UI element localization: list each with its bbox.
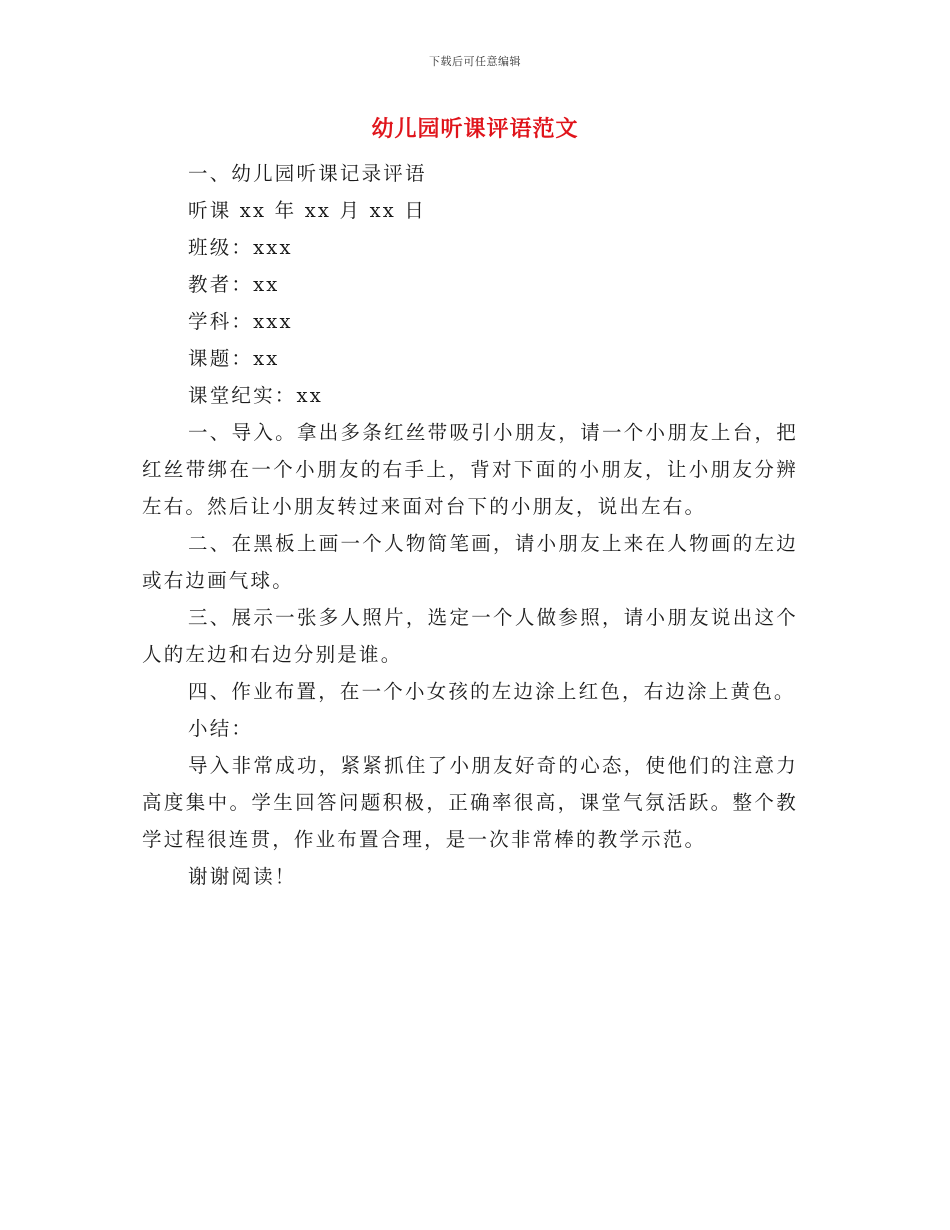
date-line: 听课 xx 年 xx 月 xx 日	[188, 199, 427, 222]
step-2-paragraph: 二、在黑板上画一个人物简笔画，请小朋友上来在人物画的左边或右边画气球。	[142, 532, 798, 592]
document-body	[142, 155, 798, 895]
summary-paragraph: 导入非常成功，紧紧抓住了小朋友好奇的心态，使他们的注意力高度集中。学生回答问题积极，正确率很高，课堂气氛活跃。整个教学过程很连贯，作业布置合理，是一次非常棒的教学示范。	[142, 754, 798, 851]
document-title: 幼儿园听课评语范文	[371, 116, 579, 142]
summary-label: 小结：	[188, 717, 254, 740]
section-heading: 一、幼儿园听课记录评语	[188, 162, 427, 185]
subject-line: 学科：xxx	[188, 310, 293, 333]
topic-line: 课题：xx	[188, 347, 280, 370]
closing-line: 谢谢阅读！	[188, 865, 297, 888]
step-1-paragraph: 一、导入。拿出多条红丝带吸引小朋友，请一个小朋友上台，把红丝带绑在一个小朋友的右手上，背对下面的小朋友，让小朋友分辨左右。然后让小朋友转过来面对台下的小朋友，说出左右。	[142, 421, 798, 518]
header-note: 下载后可任意编辑	[429, 55, 521, 68]
step-3-paragraph: 三、展示一张多人照片，选定一个人做参照，请小朋友说出这个人的左边和右边分别是谁。	[142, 606, 798, 666]
record-line: 课堂纪实：xx	[188, 384, 323, 407]
step-4-paragraph: 四、作业布置，在一个小女孩的左边涂上红色，右边涂上黄色。	[188, 680, 796, 703]
class-line: 班级：xxx	[188, 236, 293, 259]
teacher-line: 教者：xx	[188, 273, 280, 296]
